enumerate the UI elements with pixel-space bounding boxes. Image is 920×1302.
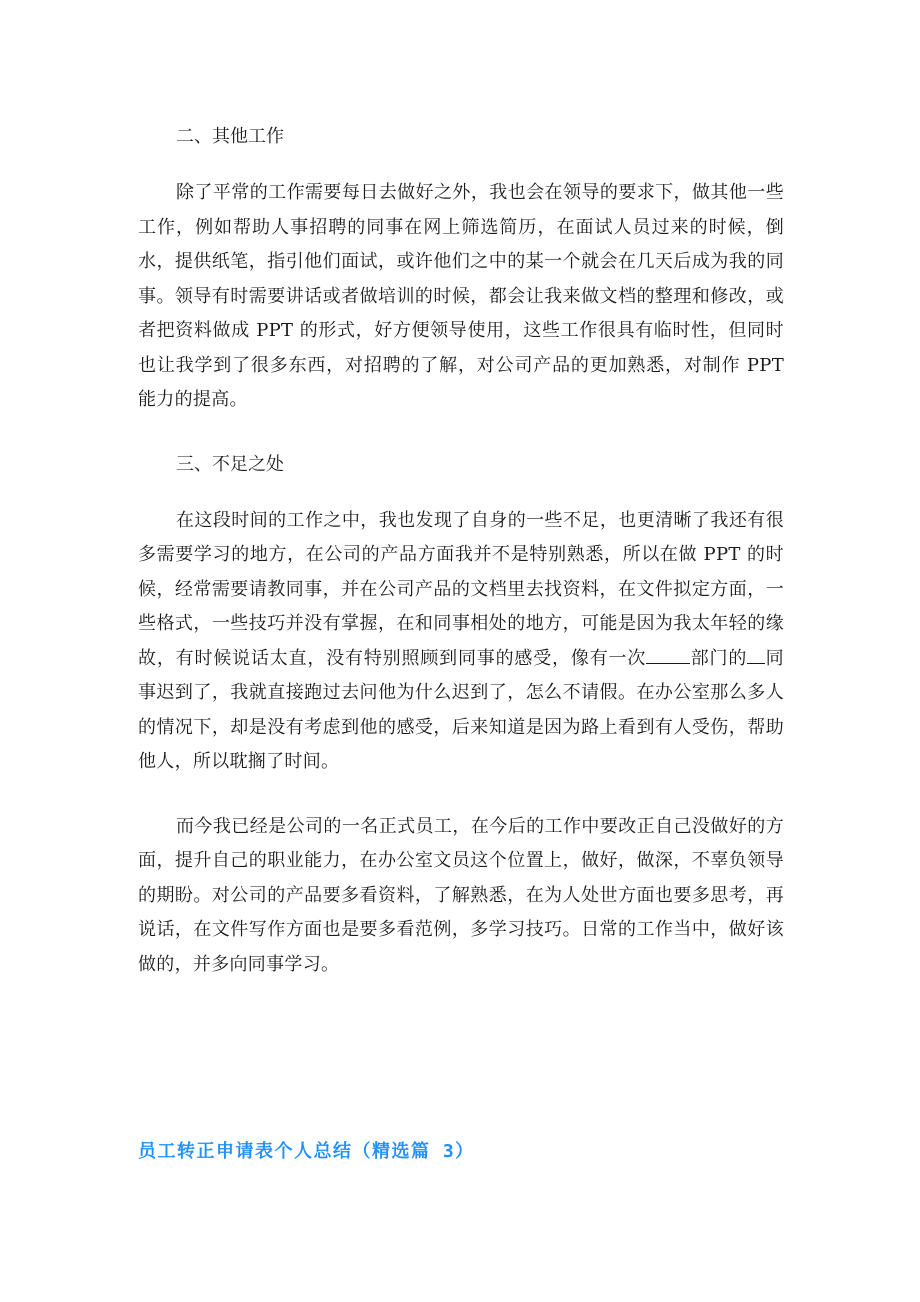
section-heading-other-work: 二、其他工作 — [176, 126, 284, 147]
fill-in-blank-colleague — [747, 645, 765, 664]
paragraph-text-segment: 在这段时间的工作之中，我也发现了自身的一些不足，也更清晰了我还有很多需要学习的地方，在公司的产品方面我并不是特别熟悉，所以在做 PPT 的时候，经常需要请教同事，并在公司产品的文档里去找资料，在文件拟定方面，一些格式，一些技巧并没有掌握，在和同事相处的地方，可能是因为我太年轻的缘故，有时候说话太直，没有特别照顾到同事的感受，像有一次 — [138, 509, 784, 669]
paragraph-text-segment: 同事迟到了，我就直接跑过去问他为什么迟到了，怎么不请假。在办公室那么多人的情况下，却是没有考虑到他的感受，后来知道是因为路上看到有人受伤，帮助他人，所以耽搁了时间。 — [138, 647, 784, 772]
paragraph-future-plan: 而今我已经是公司的一名正式员工，在今后的工作中要改正自己没做好的方面，提升自己的职业能力，在办公室文员这个位置上，做好，做深，不辜负领导的期盼。对公司的产品要多看资料，了解熟悉，在为人处世方面也要多思考，再说话，在文件写作方面也是要多看范例，多学习技巧。日常的工作当中，做好该做的，并多向同事学习。 — [138, 815, 784, 975]
paragraph-shortcomings — [138, 504, 784, 780]
next-article-title: 员工转正申请表个人总结（精选篇 3） — [138, 1141, 475, 1162]
paragraph-text-segment: 部门的 — [690, 647, 748, 669]
section-heading-shortcomings: 三、不足之处 — [176, 453, 284, 475]
paragraph-other-work: 除了平常的工作需要每日去做好之外，我也会在领导的要求下，做其他一些工作，例如帮助人事招聘的同事在网上筛选简历，在面试人员过来的时候，倒水，提供纸笔，指引他们面试，或许他们之中的某一个就会在几天后成为我的同事。领导有时需要讲话或者做培训的时候，都会让我来做文档的整理和修改，或者把资料做成 PPT 的形式，好方便领导使用，这些工作很具有临时性，但同时也让我学到了很多东西，对招聘的了解，对公司产品的更加熟悉，对制作 PPT 能力的提高。 — [138, 182, 784, 410]
fill-in-blank-department — [646, 645, 690, 664]
document-body — [138, 120, 784, 1012]
